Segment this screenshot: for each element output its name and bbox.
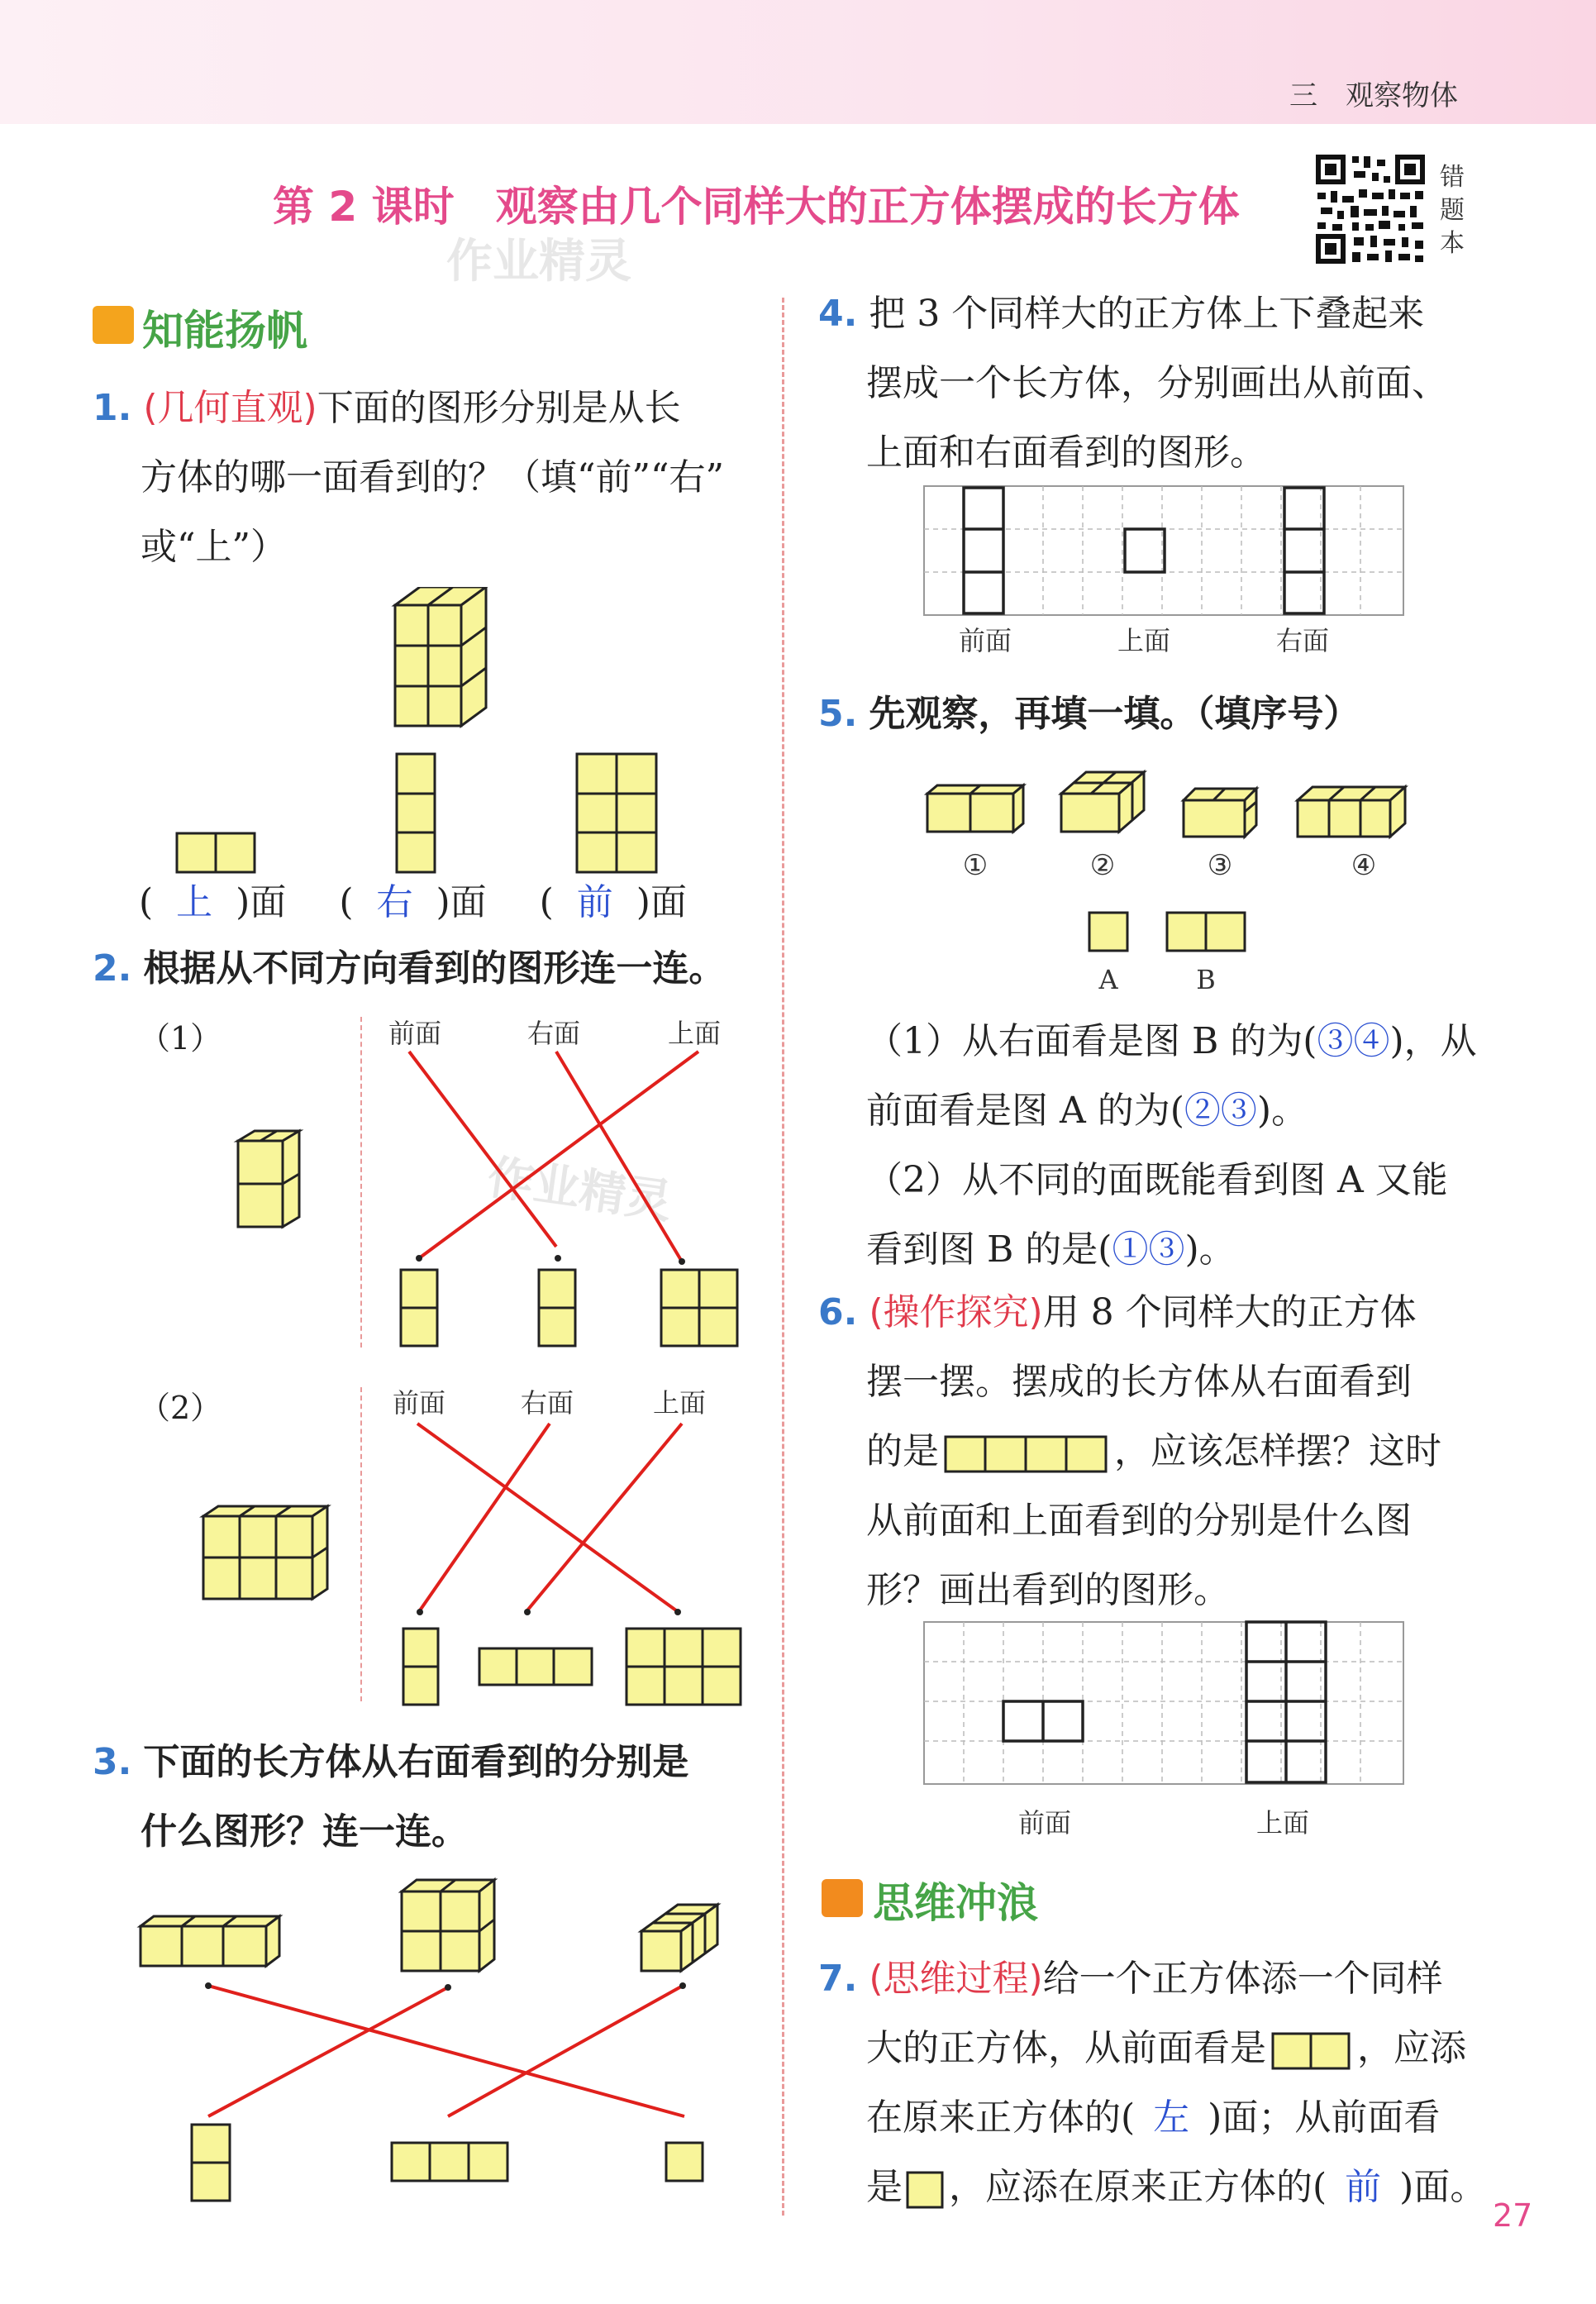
qr-code-icon[interactable] [1313, 151, 1428, 267]
q1-line1: 下面的图形分别是从长 [317, 387, 681, 429]
q2-view-top-2: 上面 [653, 1387, 707, 1419]
q1-text [93, 374, 770, 582]
q4-label-right: 右面 [1276, 625, 1330, 656]
q7-answer-2[interactable]: 前 [1345, 2166, 1382, 2208]
q6-grid [922, 1620, 1406, 1802]
q2-part2-label: （2） [139, 1390, 222, 1426]
q6-label-top: 上面 [1256, 1807, 1310, 1839]
chapter-label: 三 观察物体 [1289, 79, 1458, 112]
q3-figure [132, 1877, 744, 2207]
q5-shape-a: A [1098, 964, 1118, 995]
q2-view-top: 上面 [668, 1018, 722, 1049]
q2-number: 2. [93, 947, 132, 990]
q4-line1: 把 3 个同样大的正方体上下叠起来 [869, 293, 1425, 335]
section-title-2: 思维冲浪 [873, 1879, 1038, 1927]
q1-line2: 方体的哪一面看到的？（填“前”“右” [141, 456, 724, 498]
q2-view-front-2: 前面 [393, 1387, 446, 1419]
q5-label-2: ② [1089, 849, 1116, 882]
q7-number: 7. [818, 1958, 858, 2000]
q2-view-front: 前面 [388, 1018, 442, 1049]
q1-answer-2[interactable]: 右 [376, 881, 413, 923]
q4-label-top: 上面 [1117, 625, 1171, 656]
q4-line2: 摆成一个长方体，分别画出从前面、 [866, 362, 1448, 404]
q6-inline-shape [944, 1435, 1109, 1473]
q5-answers: （1）从右面看是图 B 的为(③④)，从 前面看是图 A 的为(②③)。 （2）从不同的面既能看到图 A 又能 看到图 B 的是(①③)。 [866, 1020, 1477, 1271]
q2-view-right-2: 右面 [521, 1387, 574, 1419]
q6-number: 6. [818, 1291, 858, 1333]
q4-label-front: 前面 [959, 625, 1012, 656]
q2-part1-figure [231, 1042, 760, 1356]
q6-tag: (操作探究) [869, 1291, 1043, 1333]
watermark: 作业精灵 [484, 1150, 675, 1230]
q5-label-1: ① [962, 849, 989, 882]
q2-view-right: 右面 [527, 1018, 581, 1049]
q5-number: 5. [818, 693, 858, 735]
q1-answer-3[interactable]: 前 [576, 881, 613, 923]
page-number: 27 [1493, 2197, 1533, 2234]
q6-text: 6. (操作探究)用 8 个同样大的正方体 摆一摆。摆成的长方体从右面看到 的是 ，应该怎样摆？这时 从前面和上面看到的分别是什么图 形？画出看到的图形。 [818, 1291, 1441, 1611]
q5-figures [917, 761, 1413, 1000]
q3-line1: 下面的长方体从右面看到的分别是 [143, 1741, 689, 1783]
q5-shape-b: B [1196, 964, 1216, 995]
sail-icon [93, 306, 134, 344]
q3-text [93, 1728, 770, 1867]
q7-answer-1[interactable]: 左 [1153, 2096, 1190, 2139]
section-title-1: 知能扬帆 [142, 307, 307, 355]
q7-inline-shape-1 [1271, 2032, 1352, 2070]
q5-instruction: 先观察，再填一填。（填序号） [869, 693, 1360, 735]
q5-answer-1[interactable]: ③④ [1317, 1020, 1390, 1062]
q1-tag: (几何直观) [143, 387, 317, 429]
q5-answer-3[interactable]: ①③ [1112, 1228, 1185, 1271]
q2-instruction: 根据从不同方向看到的图形连一连。 [143, 947, 726, 990]
q3-number: 3. [93, 1741, 132, 1783]
q5-label-3: ③ [1207, 849, 1233, 882]
q4-number: 4. [818, 293, 858, 335]
q1-number: 1. [93, 387, 132, 429]
q2-part2-figure [198, 1414, 760, 1720]
q7-inline-shape-2 [906, 2171, 946, 2209]
q2-part1-label: （1） [139, 1020, 222, 1057]
q1-answers: ( 上 )面 ( 右 )面 ( 前 )面 [139, 881, 687, 923]
lesson-title: 第 2 课时 观察由几个同样大的正方体摆成的长方体 [273, 183, 1240, 231]
q4-line3: 上面和右面看到的图形。 [866, 432, 1266, 474]
q1-figures [165, 587, 678, 885]
q4-text [818, 279, 1496, 488]
wave-icon [822, 1879, 863, 1917]
watermark: 作业精灵 [446, 235, 631, 289]
q3-line2: 什么图形？连一连。 [141, 1810, 468, 1853]
q2-text [93, 934, 725, 1004]
qr-label: 错题本 [1440, 163, 1465, 258]
q1-line3: 或“上”） [141, 526, 287, 568]
q5-label-4: ④ [1351, 849, 1377, 882]
q5-answer-2[interactable]: ②③ [1184, 1090, 1257, 1132]
q7-tag: (思维过程) [869, 1958, 1043, 2000]
q7-text: 7. (思维过程)给一个正方体添一个同样 大的正方体，从前面看是 ，应添 在原来正方体的( 左 )面；从前面看 是 ，应添在原来正方体的( 前 )面。 [818, 1958, 1487, 2208]
column-divider [782, 298, 784, 2216]
q5-text [818, 680, 1360, 749]
q1-answer-1[interactable]: 上 [176, 881, 213, 923]
q6-label-front: 前面 [1018, 1807, 1072, 1839]
